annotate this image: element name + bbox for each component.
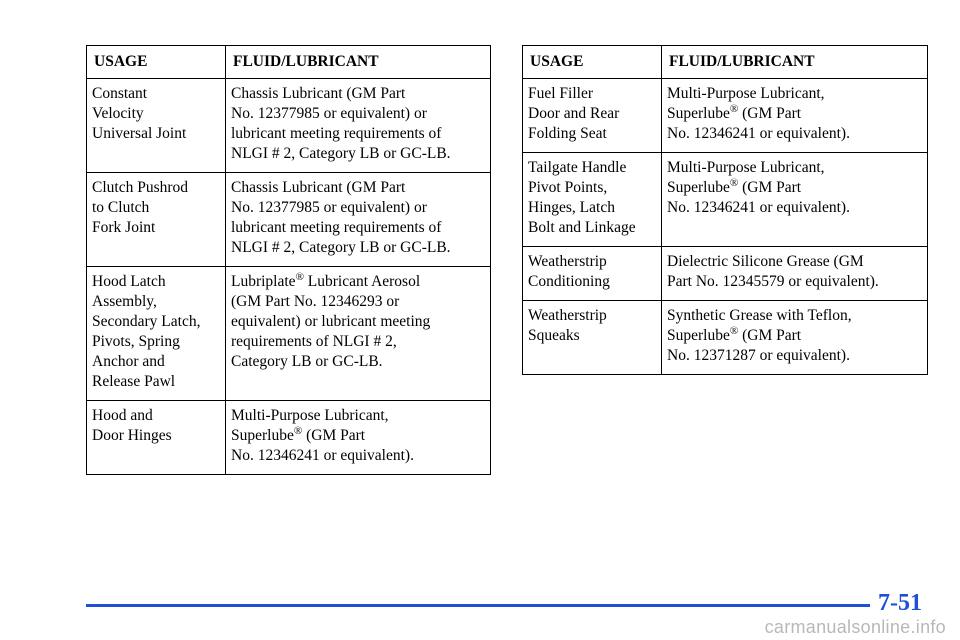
table-row [87,79,491,173]
header-row [87,46,491,79]
lubricant-table-left [86,45,491,475]
fluid-header: FLUID/LUBRICANT [226,46,491,79]
fluid-text: Chassis Lubricant (GM Part No. 12377985 or equivalent) or lubricant meeting requirements of NLGI # 2, Category LB or GC-LB. [231,85,451,162]
fluid-text: Synthetic Grease with Teflon, Superlube [667,307,852,344]
fluid-cell [662,247,928,301]
fluid-cell [662,79,928,153]
fluid-cell [662,301,928,375]
table-row [87,173,491,267]
usage-header: USAGE [87,46,226,79]
registered-mark: ® [295,271,304,283]
fluid-text: Multi-Purpose Lubricant, Superlube [231,407,389,444]
fluid-text: (GM Part No. 12346241 or equivalent). [231,427,414,464]
registered-mark: ® [729,103,739,115]
usage-header: USAGE [523,46,662,79]
footer-rule [86,604,870,607]
fluid-cell [226,79,491,173]
usage-cell: Weatherstrip Conditioning [523,247,662,301]
table-row [87,267,491,401]
registered-mark: ® [293,425,303,437]
table-row [523,79,928,153]
table-row [523,247,928,301]
fluid-text: Multi-Purpose Lubricant, Superlube [667,159,825,196]
usage-cell: Hood Latch Assembly, Secondary Latch, Pivots, Spring Anchor and Release Pawl [87,267,226,401]
usage-cell: Weatherstrip Squeaks [523,301,662,375]
fluid-cell [226,267,491,401]
header-row [523,46,928,79]
fluid-cell [662,153,928,247]
usage-cell: Tailgate Handle Pivot Points, Hinges, Latch Bolt and Linkage [523,153,662,247]
fluid-text: (GM Part No. 12346241 or equivalent). [667,105,850,142]
fluid-text: Multi-Purpose Lubricant, Superlube [667,85,825,122]
lubricant-table-right [522,45,928,375]
registered-mark: ® [729,177,739,189]
fluid-cell [226,401,491,475]
table-row [523,153,928,247]
page-number: 7-51 [878,590,922,616]
usage-cell: Clutch Pushrod to Clutch Fork Joint [87,173,226,267]
table-row [87,401,491,475]
fluid-text: Dielectric Silicone Grease (GM Part No. 12345579 or equivalent). [667,253,879,290]
fluid-cell [226,173,491,267]
fluid-text: Chassis Lubricant (GM Part No. 12377985 or equivalent) or lubricant meeting requirements of NLGI # 2, Category LB or GC-LB. [231,179,451,256]
usage-cell: Fuel Filler Door and Rear Folding Seat [523,79,662,153]
fluid-text: (GM Part No. 12371287 or equivalent). [667,327,850,364]
table-row [523,301,928,375]
registered-mark: ® [729,325,739,337]
watermark: carmanualsonline.info [764,617,946,637]
usage-cell: Hood and Door Hinges [87,401,226,475]
fluid-text: Lubriplate [231,273,296,290]
usage-cell: Constant Velocity Universal Joint [87,79,226,173]
fluid-header: FLUID/LUBRICANT [662,46,928,79]
fluid-text: Lubricant Aerosol (GM Part No. 12346293 or equivalent) or lubricant meeting requirements of NLGI # 2, Category LB or GC-LB. [231,273,431,370]
fluid-text: (GM Part No. 12346241 or equivalent). [667,179,850,216]
